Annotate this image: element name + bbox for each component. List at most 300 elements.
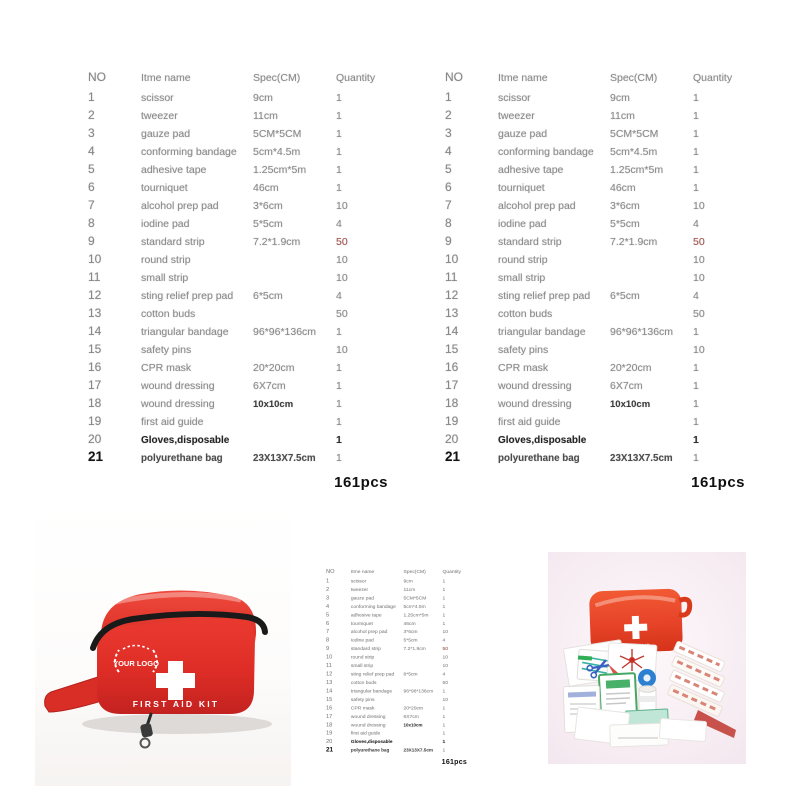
cell-no: 17 — [88, 378, 102, 392]
cell-qty: 1 — [442, 612, 446, 618]
table-row — [88, 448, 400, 466]
cell-name: sting relief prep pad — [350, 671, 395, 677]
cell-no: 5 — [88, 162, 95, 176]
table-row — [88, 88, 400, 106]
cell-spec: 11cm — [253, 110, 278, 122]
cell-name: wound dressing — [350, 713, 386, 720]
cell-no: 18 — [326, 721, 333, 728]
table-row — [445, 142, 757, 160]
cell-name: alcohol prep pad — [141, 200, 219, 212]
wrist-strap — [45, 676, 105, 712]
cell-name: wound dressing — [498, 380, 572, 392]
cell-name: CPR mask — [350, 705, 375, 711]
cell-name: polyurethane bag — [498, 453, 580, 464]
cell-spec: 9cm — [610, 92, 630, 104]
table-row — [326, 703, 473, 711]
cell-spec: 6X7cm — [610, 380, 643, 392]
cell-qty: 1 — [693, 416, 699, 428]
header-quantity: Quantity — [336, 72, 376, 84]
cell-qty: 4 — [336, 218, 342, 230]
header-itemname: Itme name — [498, 72, 548, 84]
table-row — [445, 322, 757, 340]
header-itemname: Itme name — [141, 72, 191, 84]
cell-name: first aid guide — [350, 730, 381, 737]
table-row — [326, 661, 473, 669]
mini-spec-table-photo — [326, 566, 506, 771]
cell-no: 11 — [326, 661, 332, 669]
cell-no: 2 — [445, 108, 452, 122]
cell-spec: 9cm — [253, 92, 273, 104]
cell-name: alcohol prep pad — [350, 628, 388, 635]
cell-spec: 20*20cm — [610, 362, 652, 374]
cell-qty: 1 — [336, 164, 342, 176]
cell-spec: 5CM*5CM — [253, 128, 302, 140]
cell-no: 12 — [445, 288, 459, 302]
cell-name: iodine pad — [350, 637, 374, 644]
cell-qty: 1 — [336, 398, 342, 410]
table-row — [445, 250, 757, 268]
cell-no: 21 — [88, 449, 104, 464]
cell-spec: 5*5cm — [403, 637, 418, 644]
cell-spec: 5*5cm — [610, 218, 640, 230]
cell-no: 6 — [88, 180, 95, 194]
bandage-strips — [656, 641, 740, 717]
table-row — [326, 669, 473, 677]
bag-label: FIRST AID KIT — [132, 699, 220, 709]
table-row — [88, 178, 400, 196]
cell-name: standard strip — [498, 236, 562, 248]
table-row — [88, 214, 400, 232]
cell-name: alcohol prep pad — [498, 200, 576, 212]
cell-no: 14 — [326, 687, 333, 694]
cell-qty: 1 — [442, 747, 446, 754]
table-row — [326, 585, 473, 593]
cell-no: 14 — [445, 324, 459, 338]
cell-qty: 1 — [336, 146, 342, 158]
table-row — [445, 106, 757, 124]
cell-name: tourniquet — [350, 620, 373, 627]
table-row — [326, 686, 473, 694]
header-spec: Spec(CM) — [610, 72, 658, 84]
table-row — [445, 124, 757, 142]
cell-no: 20 — [326, 738, 333, 745]
spec-table-right — [445, 66, 757, 491]
cell-qty: 1 — [442, 738, 446, 745]
header-no: NO — [88, 70, 106, 84]
cell-qty: 1 — [336, 326, 342, 338]
open-kit-illustration — [548, 552, 746, 764]
cell-qty: 1 — [336, 362, 342, 374]
cell-spec: 7.2*1.9cm — [253, 236, 301, 248]
cell-qty: 1 — [693, 92, 699, 104]
cell-no: 20 — [88, 432, 102, 446]
cell-name: conforming bandage — [141, 146, 237, 158]
cell-no: 15 — [88, 342, 102, 356]
cell-qty: 1 — [693, 362, 699, 374]
cell-name: Gloves,disposable — [498, 435, 587, 446]
cell-name: conforming bandage — [498, 146, 594, 158]
table-row — [326, 678, 473, 686]
cell-name: triangular bandage — [141, 326, 229, 338]
cell-qty: 1 — [693, 452, 699, 464]
first-aid-bag-illustration — [35, 500, 291, 786]
cell-qty: 10 — [336, 344, 348, 356]
cell-no: 1 — [445, 90, 452, 104]
cell-qty: 1 — [693, 380, 699, 392]
table-row — [88, 376, 400, 394]
cell-name: Gloves,disposable — [141, 435, 230, 446]
cell-qty: 1 — [442, 586, 446, 593]
cell-name: scissor — [350, 578, 367, 584]
table-row — [445, 232, 757, 250]
header-no: NO — [445, 70, 463, 84]
cell-spec: 5CM*5CM — [610, 128, 659, 140]
table-row — [88, 358, 400, 376]
cell-qty: 1 — [693, 128, 699, 140]
cell-spec: 1.25cm*5m — [610, 164, 664, 176]
table-row — [326, 712, 473, 720]
cell-qty: 10 — [442, 662, 449, 669]
table-row — [326, 644, 473, 652]
cell-qty: 1 — [442, 705, 446, 711]
cell-name: tweezer — [350, 586, 369, 593]
cell-spec: 11cm — [403, 586, 416, 593]
cell-qty: 1 — [693, 146, 699, 158]
table-row — [88, 394, 400, 412]
cell-name: safety pins — [141, 344, 192, 356]
table-row — [88, 340, 400, 358]
cell-no: 10 — [326, 653, 333, 660]
cell-qty: 50 — [693, 308, 705, 320]
cell-name: small strip — [350, 662, 374, 669]
cell-qty: 50 — [442, 645, 449, 652]
scattered-first-aid-items — [563, 640, 740, 747]
cell-spec: 6*5cm — [403, 671, 418, 677]
cell-no: 8 — [326, 636, 330, 644]
cell-no: 15 — [445, 342, 459, 356]
cell-spec: 3*6cm — [610, 200, 640, 212]
table-row — [326, 695, 473, 703]
cell-no: 19 — [326, 729, 333, 737]
table-row — [326, 737, 473, 745]
cell-name: triangular bandage — [498, 326, 586, 338]
table-row — [326, 746, 473, 754]
table-row — [326, 610, 473, 618]
cell-qty: 1 — [693, 182, 699, 194]
cell-name: iodine pad — [141, 218, 190, 230]
cell-no: 17 — [445, 378, 459, 392]
cell-spec: 23X13X7.5cm — [610, 453, 673, 464]
cell-name: scissor — [498, 92, 531, 104]
cell-spec: 6X7cm — [403, 713, 419, 720]
cell-spec: 3*6cm — [403, 628, 418, 635]
cell-qty: 1 — [336, 416, 342, 428]
cell-spec: 1.25cm*5m — [403, 612, 429, 618]
cell-qty: 1 — [336, 128, 342, 140]
table-row — [445, 214, 757, 232]
cell-spec: 7.2*1.9cm — [610, 236, 658, 248]
cell-no: 11 — [88, 270, 101, 284]
cell-no: 13 — [88, 306, 102, 320]
cell-qty: 4 — [442, 637, 446, 644]
cell-qty: 1 — [442, 603, 446, 610]
cell-no: 18 — [445, 396, 459, 410]
cell-qty: 10 — [442, 654, 449, 660]
cell-name: polyurethane bag — [350, 747, 390, 754]
cell-no: 8 — [445, 216, 452, 230]
cell-name: first aid guide — [498, 416, 561, 428]
cell-qty: 1 — [336, 92, 342, 104]
total-count: 161pcs — [334, 474, 388, 491]
cell-no: 12 — [326, 670, 333, 677]
cell-no: 12 — [88, 288, 102, 302]
table-row — [326, 593, 473, 601]
cell-qty: 1 — [693, 164, 699, 176]
cell-spec: 10x10cm — [403, 722, 423, 728]
cell-qty: 10 — [693, 272, 705, 284]
table-header-row — [326, 566, 473, 576]
header-itemname: Itme name — [350, 568, 375, 575]
cell-name: small strip — [141, 272, 189, 284]
cell-name: wound dressing — [498, 398, 572, 410]
table-row — [326, 576, 473, 584]
total-count: 161pcs — [441, 757, 467, 766]
cell-no: 4 — [326, 602, 330, 610]
table-body — [326, 576, 473, 754]
cell-qty: 1 — [442, 620, 446, 627]
cell-no: 15 — [326, 695, 333, 703]
table-row — [445, 358, 757, 376]
cell-name: polyurethane bag — [141, 453, 223, 464]
cell-name: small strip — [498, 272, 546, 284]
cell-name: cotton buds — [141, 308, 196, 320]
cell-name: tourniquet — [141, 182, 188, 194]
header-spec: Spec(CM) — [403, 568, 426, 575]
cell-name: adhesive tape — [350, 612, 382, 618]
cell-name: adhesive tape — [141, 164, 207, 176]
cell-no: 5 — [445, 162, 452, 176]
cell-no: 9 — [445, 234, 452, 248]
first-aid-bag-photo — [35, 500, 291, 786]
table-row — [445, 88, 757, 106]
cell-no: 21 — [326, 746, 334, 754]
header-quantity: Quantity — [442, 568, 461, 575]
table-row — [88, 268, 400, 286]
cell-no: 21 — [445, 449, 461, 464]
table-row — [326, 619, 473, 627]
cell-no: 16 — [326, 704, 333, 711]
cell-spec: 5cm*4.5m — [403, 603, 426, 610]
cell-name: cotton buds — [498, 308, 553, 320]
cell-qty: 1 — [442, 713, 446, 720]
cell-no: 9 — [88, 234, 95, 248]
cell-name: round strip — [141, 254, 191, 266]
cell-no: 14 — [88, 324, 102, 338]
cell-no: 3 — [88, 126, 95, 140]
table-row — [445, 196, 757, 214]
cell-no: 3 — [445, 126, 452, 140]
table-row — [445, 376, 757, 394]
cell-qty: 10 — [336, 200, 348, 212]
cell-name: scissor — [141, 92, 174, 104]
cell-name: gauze pad — [350, 595, 374, 601]
cell-qty: 1 — [693, 110, 699, 122]
cell-name: tweezer — [498, 110, 535, 122]
cell-name: wound dressing — [141, 380, 215, 392]
cell-spec: 20*20cm — [253, 362, 295, 374]
cell-qty: 1 — [442, 595, 446, 601]
header-spec: Spec(CM) — [253, 72, 301, 84]
table-row — [445, 304, 757, 322]
table-row — [88, 322, 400, 340]
cell-name: safety pins — [498, 344, 549, 356]
cell-no: 10 — [88, 252, 102, 266]
cell-name: cotton buds — [350, 679, 377, 686]
table-header-row — [88, 66, 400, 88]
cell-name: standard strip — [141, 236, 205, 248]
cell-spec: 20*20cm — [403, 705, 424, 711]
cell-no: 7 — [88, 198, 95, 212]
cell-spec: 5cm*4.5m — [610, 146, 658, 158]
table-row — [326, 636, 473, 644]
cell-name: round strip — [498, 254, 548, 266]
cell-no: 2 — [88, 108, 95, 122]
table-body — [88, 88, 400, 466]
table-row — [326, 729, 473, 737]
table-row — [88, 232, 400, 250]
cell-spec: 96*96*136cm — [403, 688, 434, 694]
cell-no: 13 — [326, 678, 333, 686]
table-row — [88, 412, 400, 430]
cell-qty: 10 — [693, 254, 705, 266]
cell-qty: 1 — [442, 688, 446, 694]
table-row — [88, 106, 400, 124]
cell-qty: 4 — [442, 671, 446, 677]
cell-no: 19 — [445, 414, 459, 428]
open-first-aid-kit-photo — [548, 552, 746, 764]
cell-name: gauze pad — [498, 128, 548, 140]
cell-no: 6 — [445, 180, 452, 194]
total-count: 161pcs — [691, 474, 745, 491]
cell-qty: 1 — [442, 578, 446, 584]
table-row — [445, 448, 757, 466]
cell-no: 11 — [445, 270, 458, 284]
table-row — [88, 142, 400, 160]
cell-name: Gloves,disposable — [350, 739, 393, 745]
header-no: NO — [326, 567, 335, 575]
cell-no: 2 — [326, 585, 330, 593]
cell-name: sting relief prep pad — [141, 290, 234, 302]
cell-qty: 1 — [693, 398, 699, 410]
table-row — [88, 250, 400, 268]
cell-spec: 23X13X7.5cm — [253, 453, 316, 464]
cell-no: 17 — [326, 712, 333, 720]
cell-qty: 1 — [336, 182, 342, 194]
cell-qty: 50 — [336, 236, 348, 248]
cell-qty: 50 — [693, 236, 705, 248]
cell-no: 6 — [326, 619, 330, 627]
cell-no: 4 — [88, 144, 95, 158]
cell-name: CPR mask — [141, 362, 192, 374]
cell-no: 20 — [445, 432, 459, 446]
cell-qty: 1 — [336, 452, 342, 464]
cell-qty: 50 — [336, 308, 348, 320]
cell-qty: 4 — [693, 290, 699, 302]
cell-name: adhesive tape — [498, 164, 564, 176]
cell-qty: 1 — [693, 434, 699, 446]
cell-spec: 7.2*1.9cm — [403, 645, 426, 652]
cell-spec: 5cm*4.5m — [253, 146, 301, 158]
spec-table-left — [88, 66, 400, 491]
cell-name: safety pins — [350, 696, 375, 703]
bag-shadow — [82, 714, 272, 734]
cell-name: iodine pad — [498, 218, 547, 230]
spec-table-mini — [326, 566, 473, 766]
cell-spec: 10x10cm — [610, 399, 651, 410]
cell-name: CPR mask — [498, 362, 549, 374]
table-row — [445, 178, 757, 196]
cell-no: 18 — [88, 396, 102, 410]
cell-spec: 11cm — [610, 110, 635, 122]
cell-spec: 5CM*5CM — [403, 595, 427, 601]
table-row — [445, 268, 757, 286]
table-row — [88, 286, 400, 304]
cell-no: 3 — [326, 594, 330, 601]
cell-qty: 1 — [442, 730, 446, 737]
cell-qty: 1 — [336, 110, 342, 122]
table-row — [445, 340, 757, 358]
cell-spec: 46cm — [253, 182, 279, 194]
cell-no: 10 — [445, 252, 459, 266]
cell-name: tweezer — [141, 110, 178, 122]
cell-qty: 1 — [693, 326, 699, 338]
cell-no: 1 — [88, 90, 95, 104]
table-row — [88, 160, 400, 178]
cell-qty: 50 — [442, 679, 449, 686]
table-row — [445, 430, 757, 448]
table-header-row — [445, 66, 757, 88]
cell-spec: 23X13X7.5cm — [403, 747, 433, 754]
cell-qty: 4 — [336, 290, 342, 302]
table-row — [326, 652, 473, 660]
cell-name: sting relief prep pad — [498, 290, 591, 302]
cell-spec: 6X7cm — [253, 380, 286, 392]
cell-no: 8 — [88, 216, 95, 230]
cell-qty: 1 — [336, 380, 342, 392]
cell-spec: 9cm — [403, 578, 413, 584]
cell-no: 9 — [326, 644, 330, 652]
cell-name: gauze pad — [141, 128, 191, 140]
table-row — [88, 304, 400, 322]
cell-name: first aid guide — [141, 416, 204, 428]
cell-qty: 1 — [442, 722, 446, 728]
cell-no: 16 — [445, 360, 459, 374]
cell-name: triangular bandage — [350, 688, 393, 694]
table-row — [445, 412, 757, 430]
cell-name: tourniquet — [498, 182, 545, 194]
cell-qty: 10 — [336, 272, 348, 284]
table-row — [445, 394, 757, 412]
cell-no: 1 — [326, 577, 330, 584]
cell-qty: 10 — [336, 254, 348, 266]
cell-name: conforming bandage — [350, 603, 396, 610]
cell-no: 13 — [445, 306, 459, 320]
cell-name: wound dressing — [141, 398, 215, 410]
table-row — [326, 627, 473, 635]
cell-name: wound dressing — [350, 722, 386, 728]
table-row — [88, 124, 400, 142]
cell-qty: 10 — [693, 344, 705, 356]
